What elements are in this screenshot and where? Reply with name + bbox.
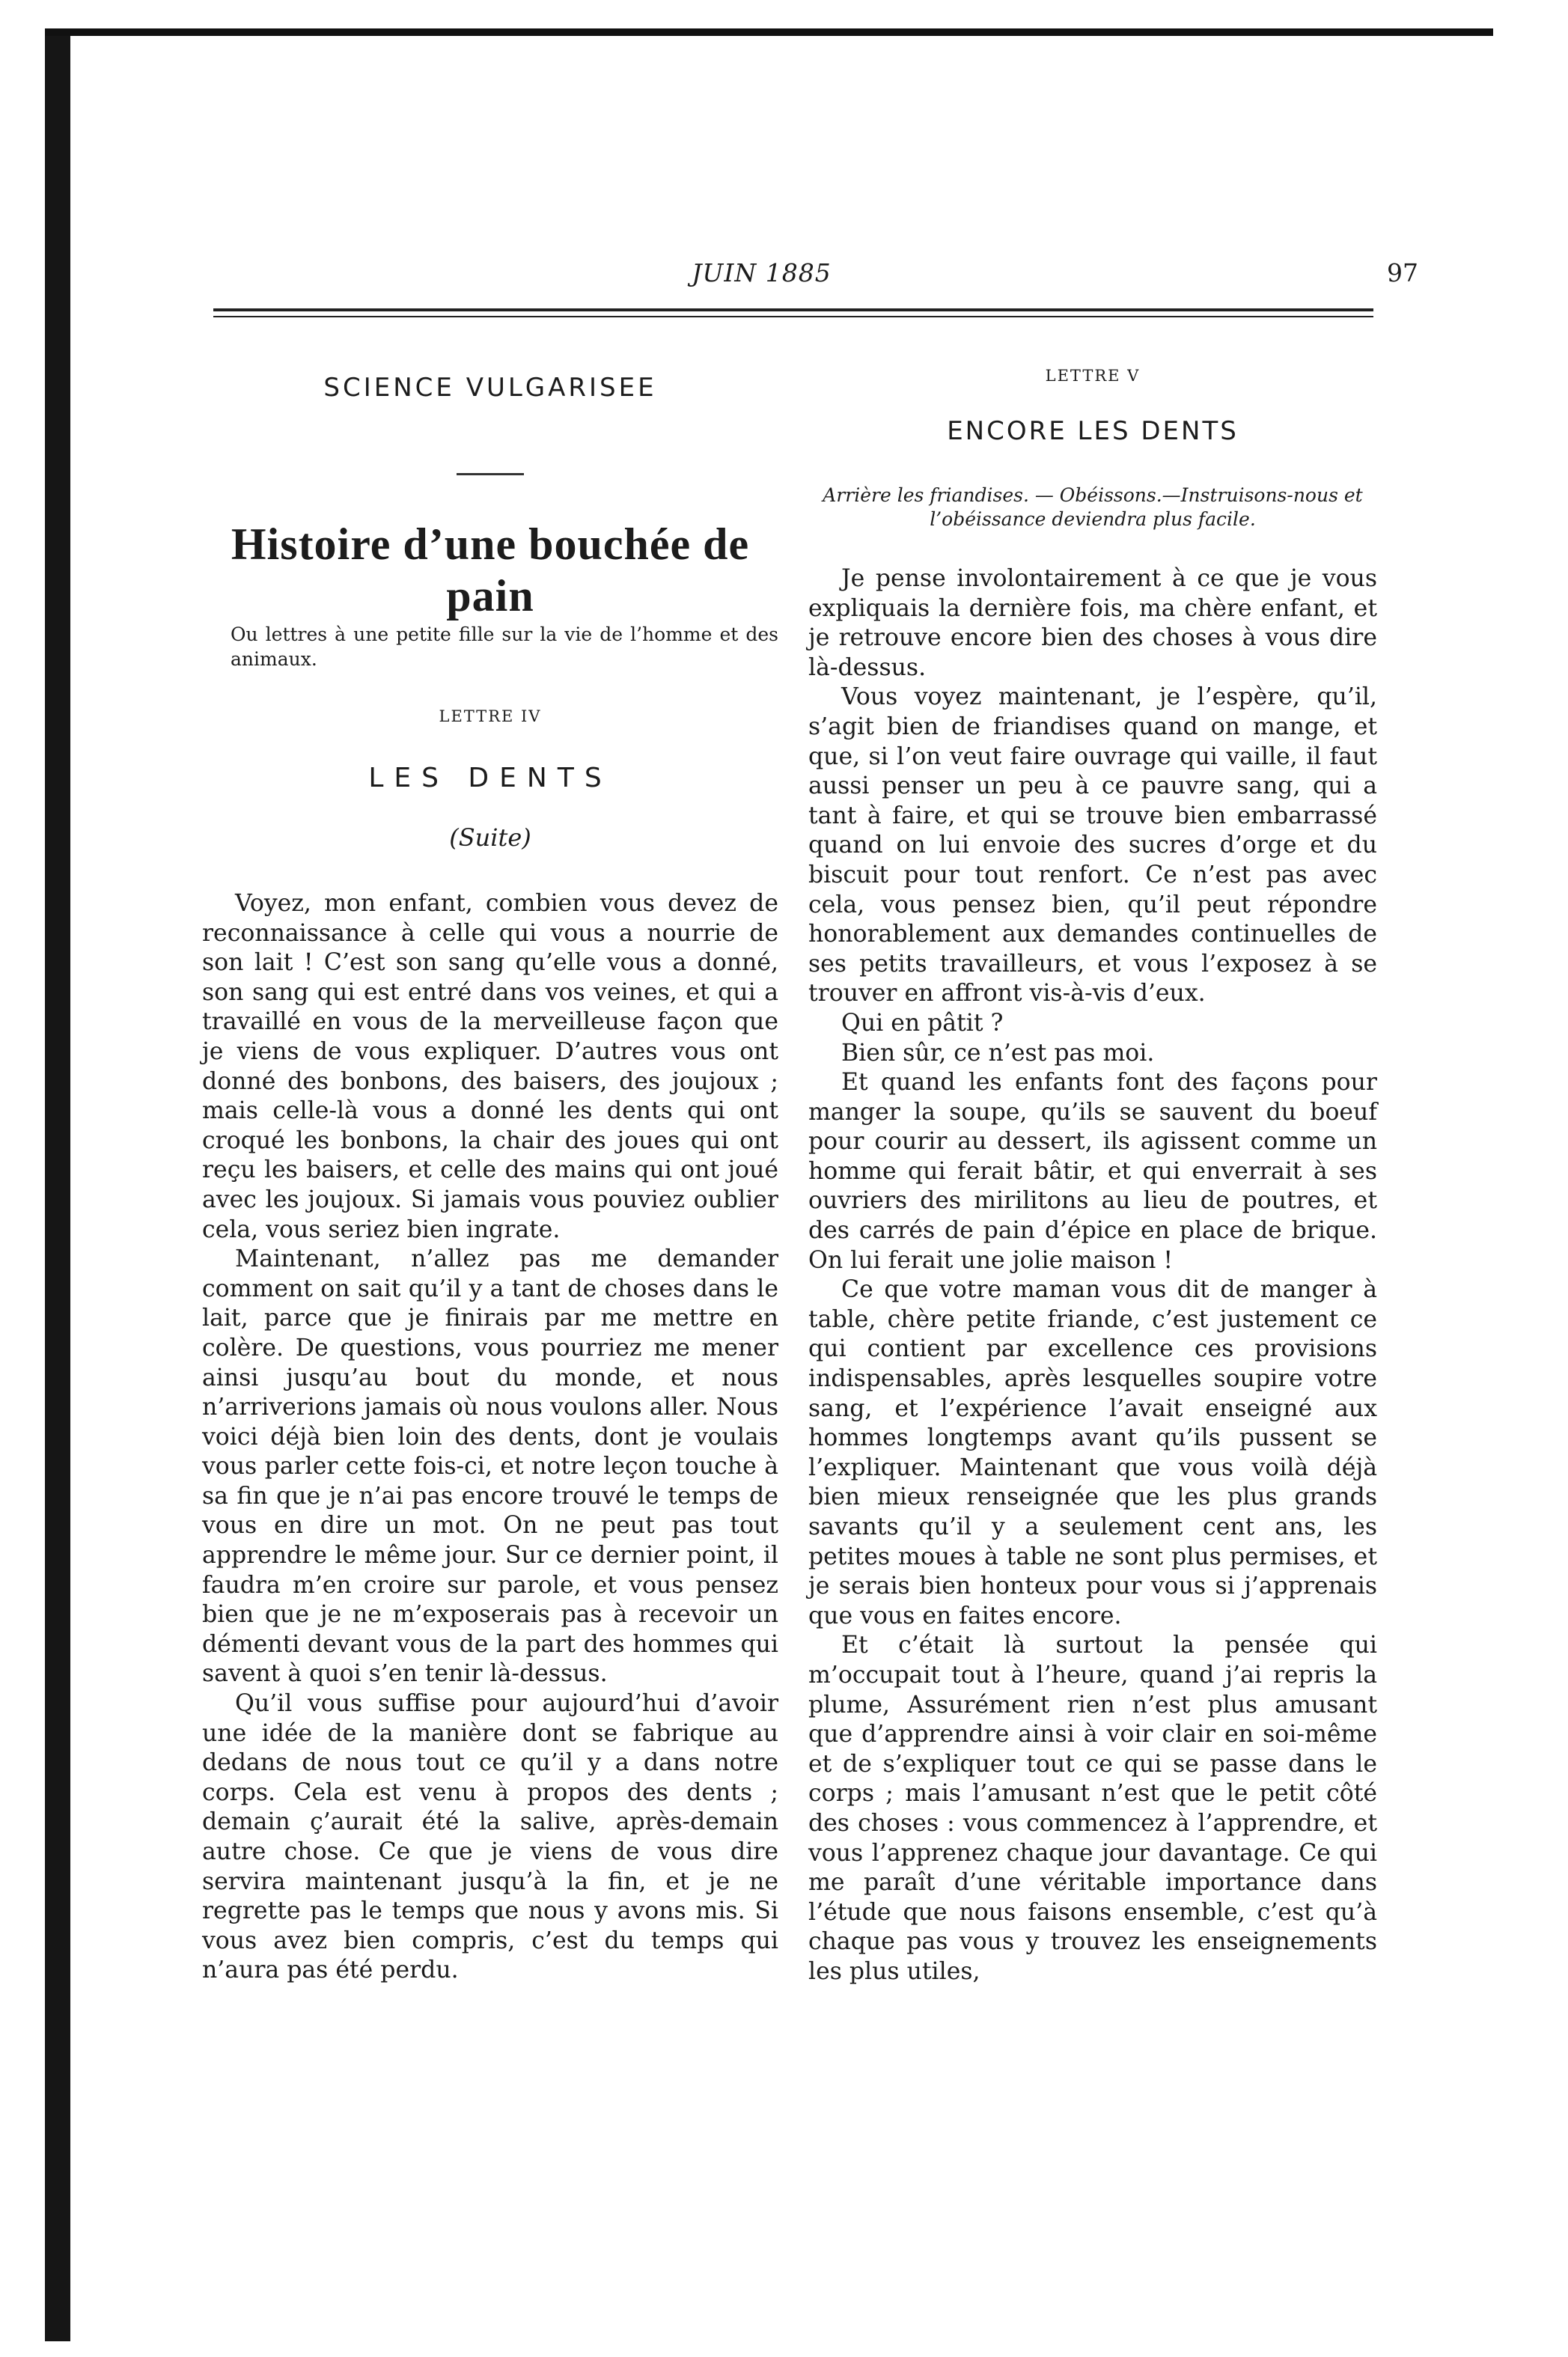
letter-title: LES DENTS <box>368 763 612 793</box>
title-separator <box>457 473 524 475</box>
paragraph: Et quand les enfants font des façons pour manger la soupe, qu’ils se sauvent du boeuf pour courir au dessert, ils agissent comme un homme qui ferait bâtir, et qui enverrait à ses ouvriers des mirilitons au lieu de poutres, et des carrés de pain d’épice en place de brique. On lui ferait une jolie maison ! <box>808 1069 1377 1274</box>
letter-summary: Arrière les friandises. — Obéissons.—Instruisons-nous et l’obéissance deviendra plus facile. <box>823 484 1363 530</box>
paragraph: Je pense involontairement à ce que je vous expliquais la dernière fois, ma chère enfant, et je retrouve encore bien des choses à vous dire là-dessus. <box>808 565 1377 681</box>
header-rule-thick <box>213 308 1373 311</box>
running-header <box>105 258 1418 303</box>
article-subtitle: Ou lettres à une petite fille sur la vie de l’homme et des animaux. <box>231 623 778 670</box>
paragraph: Maintenant, n’allez pas me demander comment on sait qu’il y a tant de choses dans le lait, parce que je finirais par me mettre en colère. De questions, vous pourriez me mener ainsi jusqu’au bout du monde, et nous n’arriverions jamais où nous voulons aller. Nous voici déjà bien loin des dents, dont je voulais vous parler cette fois-ci, et notre leçon touche à sa fin que je n’ai pas encore trouvé le temps de vous en dire un mot. On ne peut pas tout apprendre le même jour. Sur ce dernier point, il faudra m’en croire sur parole, et vous pensez bien que je ne m’exposerais pas à recevoir un démenti devant vous de la part des hommes qui savent à quoi s’en tenir là-dessus. <box>202 1245 778 1688</box>
letter-number: LETTRE V <box>1045 367 1141 385</box>
continuation-note: (Suite) <box>449 823 531 852</box>
paragraph: Qu’il vous suffise pour aujourd’hui d’avoir une idée de la manière dont se fabrique au dedans de nous tout ce qu’il y a dans notre corps. Cela est venu à propos des dents ; demain ç’aurait été la salive, après-demain autre chose. Ce que je viens de vous dire servira maintenant jusqu’à la fin, et je ne regrette pas le temps que nous y avons mis. Si vous avez bien compris, c’est du temps qui n’aura pas été perdu. <box>202 1690 778 1984</box>
article-title: Histoire d’une bouchée de pain <box>231 519 750 620</box>
paragraph: Et c’était là surtout la pensée qui m’occupait tout à l’heure, quand j’ai repris la plume, Assurément rien n’est plus amusant que d’apprendre ainsi à voir clair en soi-même et de s’expliquer tout ce qui se passe dans le corps ; mais l’amusant n’est que le petit côté des choses : vous commencez à l’apprendre, et vous l’apprenez chaque jour davantage. Ce qui me paraît d’une véritable importance dans l’étude que nous faisons ensemble, c’est qu’à chaque pas vous y trouvez les enseignements les plus utiles, <box>808 1632 1377 1985</box>
paragraph: Bien sûr, ce n’est pas moi. <box>841 1039 1155 1067</box>
letter-number: LETTRE IV <box>439 707 542 725</box>
paragraph: Ce que votre maman vous dit de manger à table, chère petite friande, c’est justement ce qui contient par excellence ces provisions indispensables, après lesquelles soupire votre sang, et l’expérience l’avait enseigné aux hommes longtemps avant qu’ils pussent se l’expliquer. Maintenant que vous voilà déjà bien mieux renseignée que les plus grands savants qu’il y a seulement cent ans, les petites moues à table ne sont plus permises, et je serais bien honteux pour vous si j’apprenais que vous en faites encore. <box>808 1276 1377 1629</box>
scan-top-border <box>45 28 1493 36</box>
paragraph: Voyez, mon enfant, combien vous devez de reconnaissance à celle qui vous a nourrie de son lait ! C’est son sang qu’elle vous a donné, son sang qui est entré dans vos veines, et qui a travaillé en vous de la merveilleuse façon que je viens de vous expliquer. D’autres vous ont donné des bonbons, des baisers, des joujoux ; mais celle-là vous a donné les dents qui ont croqué les bonbons, la chair des joues qui ont reçu les baisers, et celle des mains qui ont joué avec les joujoux. Si jamais vous pouviez oublier cela, vous seriez bien ingrate. <box>202 890 778 1243</box>
section-title: SCIENCE VULGARISEE <box>323 373 657 403</box>
left-column <box>202 352 778 1986</box>
right-column <box>808 352 1377 1987</box>
paragraph: Qui en pâtit ? <box>841 1009 1004 1037</box>
page-number: 97 <box>1387 258 1418 287</box>
letter-title: ENCORE LES DENTS <box>947 416 1239 446</box>
paragraph: Vous voyez maintenant, je l’espère, qu’il, s’agit bien de friandises quand on mange, et que, si l’on veut faire ouvrage qui vaille, il faut aussi penser un peu à ce pauvre sang, qui a tant à faire, et qui se trouve bien embarrassé quand on lui envoie des sucres d’orge et du biscuit pour tout renfort. Ce n’est pas avec cela, vous pensez bien, qu’il peut répondre honorablement aux demandes continuelles de ses petits travailleurs, et vous l’exposez à se trouver en affront vis-à-vis d’eux. <box>808 683 1377 1007</box>
header-date: JUIN 1885 <box>692 258 832 287</box>
scan-left-border <box>45 36 70 2341</box>
header-rule-thin <box>213 316 1373 317</box>
